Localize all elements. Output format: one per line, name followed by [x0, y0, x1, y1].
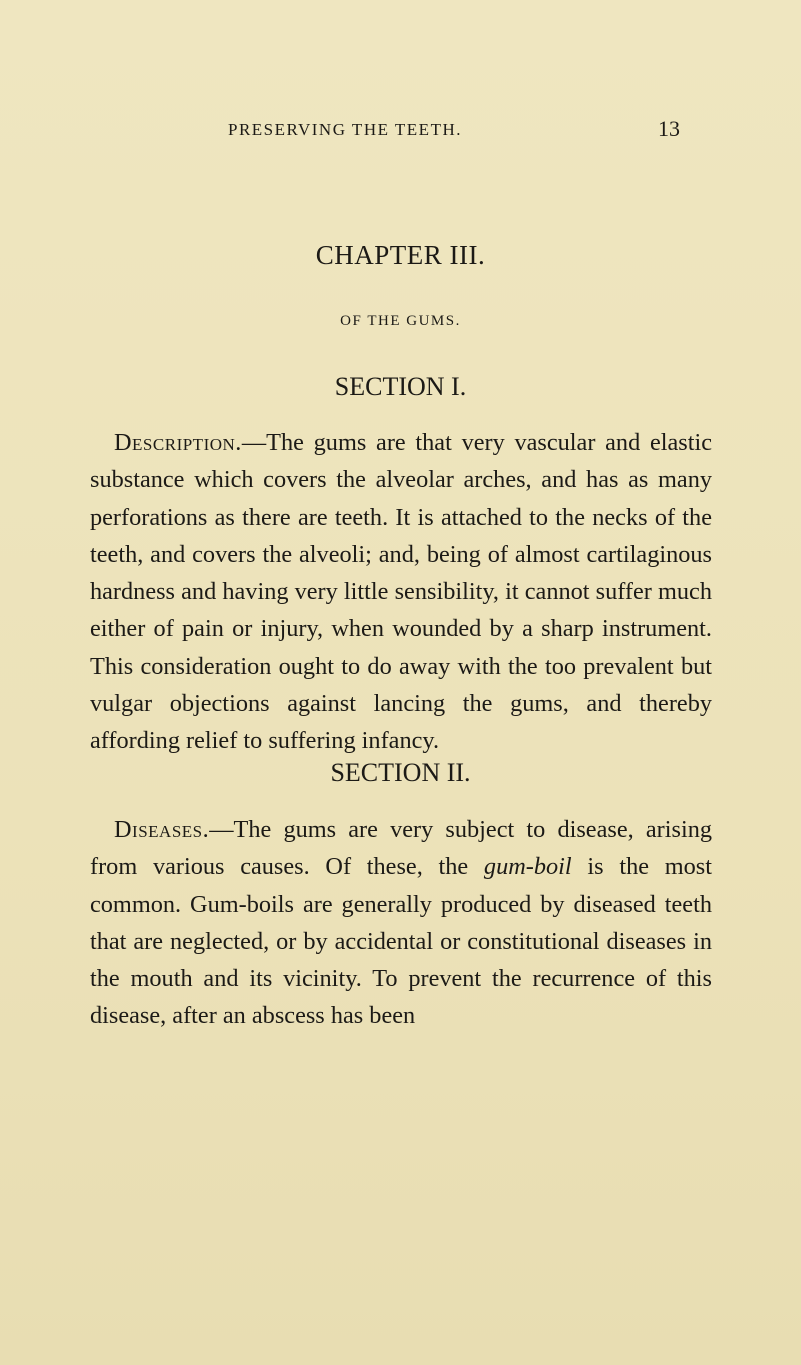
- section-1-paragraph: [90, 424, 712, 760]
- section-1-lead: Description.: [114, 429, 242, 456]
- chapter-title: CHAPTER III.: [315, 240, 486, 270]
- section-2-text-after: is the most common. Gum-boils are generally produced by diseased teeth that are neglected, or by accidental or constitutional diseases in the mouth and its vicinity. To prevent the recurrence of this disease, after an abscess has been: [90, 853, 712, 1030]
- section-2-paragraph: [90, 811, 712, 1035]
- running-head: [228, 116, 680, 148]
- section-2-italic-term: gum-boil: [483, 853, 572, 881]
- section-1-title: SECTION I.: [334, 372, 467, 401]
- page-number: 13: [658, 116, 680, 141]
- section-2-lead: Diseases.: [114, 816, 210, 843]
- section-2-text-before: —The gums are very subject to disease, arising from various causes. Of these, the: [90, 816, 712, 881]
- section-1-text: —The gums are that very vascular and elastic substance which covers the alveolar arches, and has as many perforations as there are teeth. It is attached to the necks of the teeth, and covers the alveoli; and, being of almost cartilaginous hardness and having very little sensibility, it cannot suffer much either of pain or injury, when wounded by a sharp instrument. This consideration ought to do away with the too prevalent but vulgar objections against lancing the gums, and thereby affording relief to suffering infancy.: [90, 429, 712, 755]
- section-2-title: SECTION II.: [330, 758, 471, 787]
- running-title: PRESERVING THE TEETH.: [228, 120, 462, 139]
- chapter-subtitle: OF THE GUMS.: [340, 313, 461, 329]
